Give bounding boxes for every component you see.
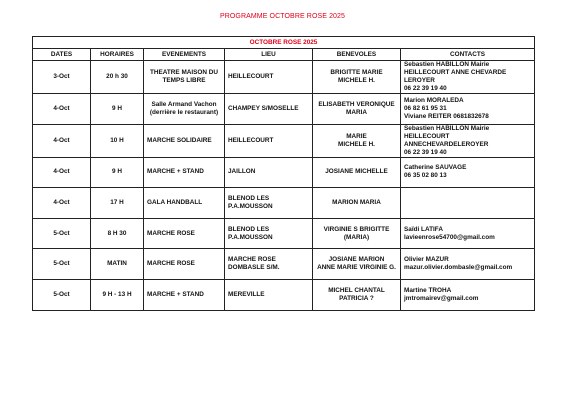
cell-horaire: 9 H [91,157,144,188]
header-evenements: EVENEMENTS [144,49,225,61]
cell-evenement: MARCHE ROSE [144,249,225,280]
header-contacts: CONTACTS [401,49,535,61]
cell-evenement: GALA HANDBALL [144,188,225,219]
cell-lieu: BLENOD LES P.A.MOUSSON [225,188,313,219]
cell-date: 5-Oct [33,249,91,280]
cell-benevoles: VIRGINIE S BRIGITTE (MARIA) [313,218,401,249]
cell-date: 5-Oct [33,279,91,310]
header-dates: DATES [33,49,91,61]
table-caption: OCTOBRE ROSE 2025 [33,37,535,49]
cell-lieu: MARCHE ROSE DOMBASLE S/M. [225,249,313,280]
cell-date: 4-Oct [33,94,91,125]
table-header-row [33,49,535,61]
cell-contacts: Catherine SAUVAGE 06 35 02 80 13 [401,157,535,188]
cell-contacts: Sebastien HABILLON Mairie HEILLECOURT ANNE CHEVARDE LEROYER 06 22 39 19 40 [401,61,535,94]
table-row [33,94,535,125]
cell-contacts: Sebastien HABILLON Mairie HEILLECOURT ANNECHEVARDELEROYER 06 22 39 19 40 [401,124,535,157]
cell-evenement: Salle Armand Vachon (derrière le restaurant) [144,94,225,125]
cell-horaire: 8 H 30 [91,218,144,249]
cell-contacts [401,188,535,219]
header-lieu: LIEU [225,49,313,61]
cell-horaire: MATIN [91,249,144,280]
cell-lieu: JAILLON [225,157,313,188]
cell-benevoles: BRIGITTE MARIE MICHELE H. [313,61,401,94]
cell-lieu: MEREVILLE [225,279,313,310]
cell-contacts: Saïdi LATIFA lavieenrose54700@gmail.com [401,218,535,249]
cell-lieu: HEILLECOURT [225,124,313,157]
cell-lieu: BLENOD LES P.A.MOUSSON [225,218,313,249]
table-row [33,61,535,94]
cell-benevoles: MARIE MICHELE H. [313,124,401,157]
table-row [33,249,535,280]
cell-evenement: MARCHE SOLIDAIRE [144,124,225,157]
cell-horaire: 9 H [91,94,144,125]
cell-horaire: 17 H [91,188,144,219]
program-table [32,36,535,311]
table-row [33,279,535,310]
cell-evenement: MARCHE + STAND [144,279,225,310]
cell-date: 4-Oct [33,188,91,219]
cell-evenement: MARCHE + STAND [144,157,225,188]
cell-horaire: 9 H - 13 H [91,279,144,310]
table-row [33,124,535,157]
header-horaires: HORAIRES [91,49,144,61]
cell-date: 4-Oct [33,157,91,188]
cell-benevoles: JOSIANE MARION ANNE MARIE VIRGINIE G. [313,249,401,280]
cell-evenement: MARCHE ROSE [144,218,225,249]
cell-horaire: 20 h 30 [91,61,144,94]
cell-benevoles: MARION MARIA [313,188,401,219]
table-row [33,218,535,249]
cell-lieu: HEILLECOURT [225,61,313,94]
header-benevoles: BENEVOLES [313,49,401,61]
table-row [33,157,535,188]
cell-contacts: Martine TROHA jmtromairev@gmail.com [401,279,535,310]
cell-date: 5-Oct [33,218,91,249]
cell-evenement: THEATRE MAISON DU TEMPS LIBRE [144,61,225,94]
cell-horaire: 10 H [91,124,144,157]
cell-benevoles: MICHEL CHANTAL PATRICIA ? [313,279,401,310]
cell-benevoles: JOSIANE MICHELLE [313,157,401,188]
page-title: PROGRAMME OCTOBRE ROSE 2025 [219,13,346,20]
cell-contacts: Marion MORALEDA 06 82 61 95 31 Viviane REITER 0681832678 [401,94,535,125]
table-row [33,188,535,219]
cell-date: 3-Oct [33,61,91,94]
cell-date: 4-Oct [33,124,91,157]
table-caption-row [33,37,535,49]
cell-contacts: Olivier MAZUR mazur.olivier.dombasle@gmail.com [401,249,535,280]
cell-lieu: CHAMPEY S/MOSELLE [225,94,313,125]
cell-benevoles: ELISABETH VERONIQUE MARIA [313,94,401,125]
